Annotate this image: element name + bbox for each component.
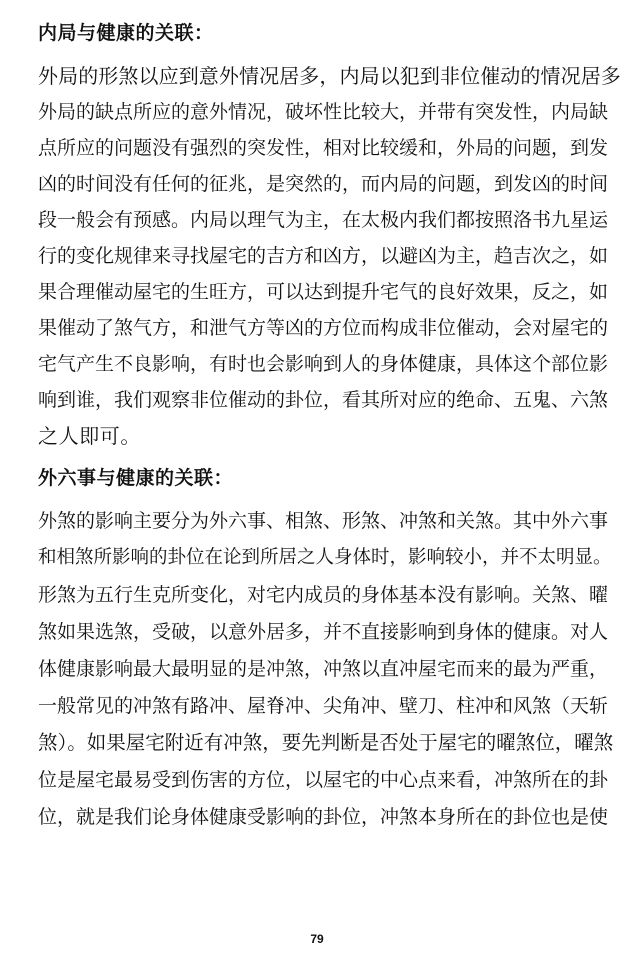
paragraph-line: 位，就是我们论身体健康受影响的卦位，冲煞本身所在的卦位也是使 — [38, 806, 609, 828]
paragraph-line: 位是屋宅最易受到伤害的方位，以屋宅的中心点来看，冲煞所在的卦 — [38, 769, 609, 791]
paragraph-line: 煞）。如果屋宅附近有冲煞，要先判断是否处于屋宅的曜煞位，曜煞 — [38, 731, 614, 754]
section-heading-inner: 内局与健康的关联： — [38, 22, 214, 44]
paragraph-line: 煞如果选煞，受破，以意外居多，并不直接影响到身体的健康。对人 — [38, 621, 609, 643]
paragraph-line: 行的变化规律来寻找屋宅的吉方和凶方，以避凶为主，趋吉次之，如 — [38, 245, 609, 267]
paragraph-line: 体健康影响最大最明显的是冲煞，冲煞以直冲屋宅而来的最为严重， — [38, 658, 609, 680]
paragraph-line: 响到谁，我们观察非位催动的卦位，看其所对应的绝命、五鬼、六煞 — [38, 389, 609, 411]
paragraph-line: 外局的缺点所应的意外情况，破坏性比较大，并带有突发性，内局缺 — [38, 101, 609, 123]
paragraph-line: 和相煞所影响的卦位在论到所居之人身体时，影响较小，并不太明显。 — [38, 547, 612, 568]
paragraph-line: 外局的形煞以应到意外情况居多，内局以犯到非位催动的情况居多 — [38, 64, 621, 88]
paragraph-line: 一般常见的冲煞有路冲、屋脊冲、尖角冲、壁刀、柱冲和风煞（天斩 — [38, 695, 609, 717]
paragraph-line: 宅气产生不良影响，有时也会影响到人的身体健康，具体这个部位影 — [38, 353, 609, 375]
paragraph-line: 之人即可。 — [38, 424, 141, 448]
paragraph-line: 形煞为五行生克所变化，对宅内成员的身体基本没有影响。关煞、曜 — [38, 584, 609, 606]
paragraph-line: 段一般会有预感。内局以理气为主，在太极内我们都按照洛书九星运 — [38, 209, 609, 231]
paragraph-line: 凶的时间没有任何的征兆，是突然的，而内局的问题，到发凶的时间 — [38, 173, 609, 195]
paragraph-line: 果合理催动屋宅的生旺方，可以达到提升宅气的良好效果，反之，如 — [38, 281, 609, 303]
paragraph-line: 外煞的影响主要分为外六事、相煞、形煞、冲煞和关煞。其中外六事 — [38, 510, 609, 532]
paragraph-line: 点所应的问题没有强烈的突发性，相对比较缓和，外局的问题，到发 — [38, 137, 609, 159]
paragraph-line: 果催动了煞气方，和泄气方等凶的方位而构成非位催动，会对屋宅的 — [38, 317, 609, 339]
section-heading-outer: 外六事与健康的关联： — [38, 467, 234, 489]
page-number: 79 — [310, 932, 324, 946]
